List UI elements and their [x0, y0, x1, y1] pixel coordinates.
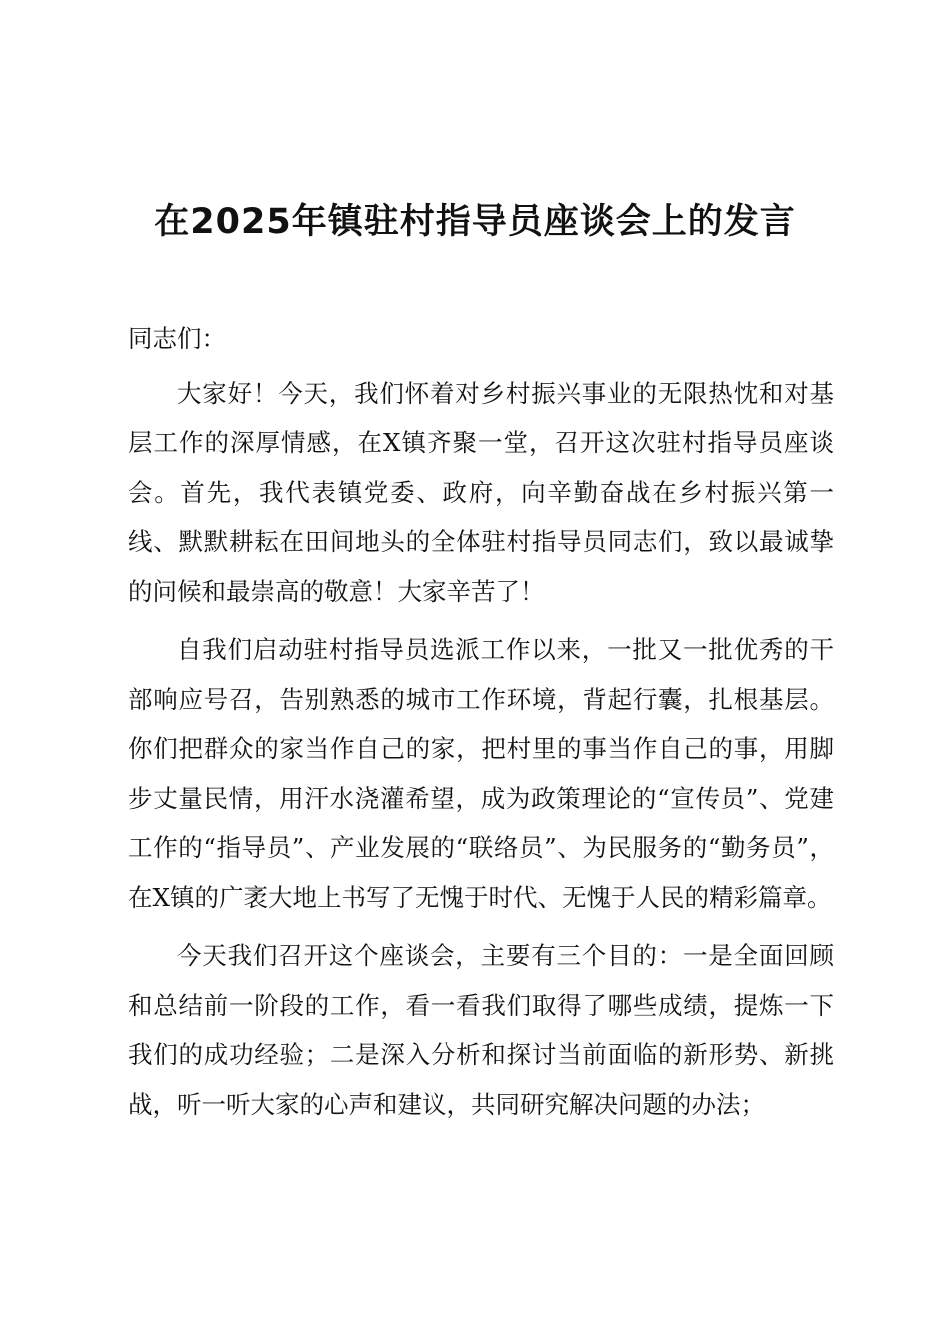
paragraph-purpose: 今天我们召开这个座谈会，主要有三个目的：一是全面回顾和总结前一阶段的工作，看一看我们取得了哪些成绩，提炼一下我们的成功经验；二是深入分析和探讨当前面临的新形势、新挑战，听一听大家的心声和建议，共同研究解决问题的办法； [128, 941, 834, 1119]
document-title: 在2025年镇驻村指导员座谈会上的发言 [154, 202, 796, 242]
salutation: 同志们： [128, 324, 226, 353]
paragraph-achievements: 自我们启动驻村指导员选派工作以来，一批又一批优秀的干部响应号召，告别熟悉的城市工作环境，背起行囊，扎根基层。你们把群众的家当作自己的家，把村里的事当作自己的事，用脚步丈量民情，用汗水浇灌希望，成为政策理论的“宣传员”、党建工作的“指导员”、产业发展的“联络员”、为民服务的“勤务员”，在X镇的广袤大地上书写了无愧于时代、无愧于人民的精彩篇章。 [128, 635, 834, 912]
document-body [128, 314, 834, 1138]
paragraph-greeting: 大家好！今天，我们怀着对乡村振兴事业的无限热忱和对基层工作的深厚情感，在X镇齐聚一堂，召开这次驻村指导员座谈会。首先，我代表镇党委、政府，向辛勤奋战在乡村振兴第一线、默默耕耘在田间地头的全体驻村指导员同志们，致以最诚挚的问候和最崇高的敬意！大家辛苦了！ [128, 378, 834, 606]
